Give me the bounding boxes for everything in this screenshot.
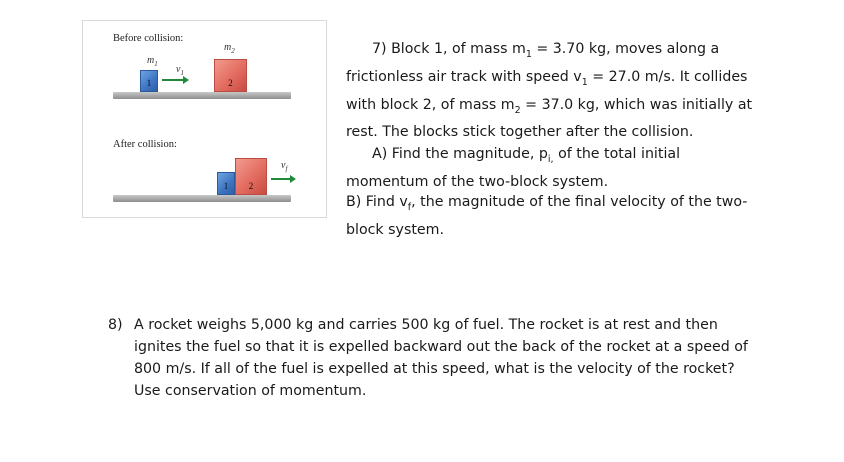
problem-8-line-1: A rocket weighs 5,000 kg and carries 500 kg of fuel. The rocket is at rest and then [134, 317, 718, 333]
problem-7-part-a: A) Find the magnitude, $p_{i,}$ of the total initial [372, 146, 681, 166]
block-2-after-label: 2 [248, 181, 254, 191]
air-track-before [113, 92, 291, 99]
problem-8-number: 8) [108, 317, 123, 333]
problem-7-part-b-line-1: B) Find $v_f$, the magnitude of the final velocity of the two- [346, 194, 748, 213]
problem-7-part-b [346, 191, 786, 241]
velocity-arrow-vf [271, 178, 291, 180]
problem-8-line-4: Use conservation of momentum. [134, 383, 367, 399]
problem-8 [108, 314, 808, 402]
block-2-after [235, 158, 267, 195]
problem-7 [346, 38, 786, 193]
collision-figure [82, 20, 327, 218]
block-1-after [217, 172, 235, 195]
problem-7-line-1: 7) Block 1, of mass $m_1 = 3.70$ kg, moves along a [372, 41, 720, 60]
problem-8-line-3: 800 m/s. If all of the fuel is expelled at this speed, what is the velocity of the rocket? [134, 361, 735, 377]
vf-label: $v_f$ [281, 160, 288, 173]
problem-7-part-a-line-2: momentum of the two-block system. [346, 174, 609, 191]
block-2-before [214, 59, 247, 92]
block-1-after-label: 1 [223, 181, 229, 191]
problem-8-line-2: ignites the fuel so that it is expelled backward out the back of the rocket at a speed of [134, 339, 748, 355]
block-2-label: 2 [228, 78, 233, 88]
m1-label: $m_1$ [147, 55, 158, 68]
problem-7-line-2: frictionless air track with speed $v_1 = 27.0$ m/s. It collides [346, 68, 748, 88]
v1-label: $v_1$ [176, 64, 184, 77]
problem-7-line-3: with block 2, of mass $m_2 = 37.0$ kg, which was initially at [346, 96, 753, 116]
m2-label: $m_2$ [224, 42, 235, 55]
after-collision-label: After collision: [113, 139, 177, 150]
block-1-before [140, 70, 158, 92]
air-track-after [113, 195, 291, 202]
velocity-arrow-v1 [162, 79, 184, 81]
block-1-label: 1 [146, 78, 152, 88]
before-collision-label: Before collision: [113, 33, 184, 44]
problem-7-line-4: rest. The blocks stick together after the collision. [346, 124, 694, 141]
problem-7-part-b-line-2: block system. [346, 221, 444, 238]
